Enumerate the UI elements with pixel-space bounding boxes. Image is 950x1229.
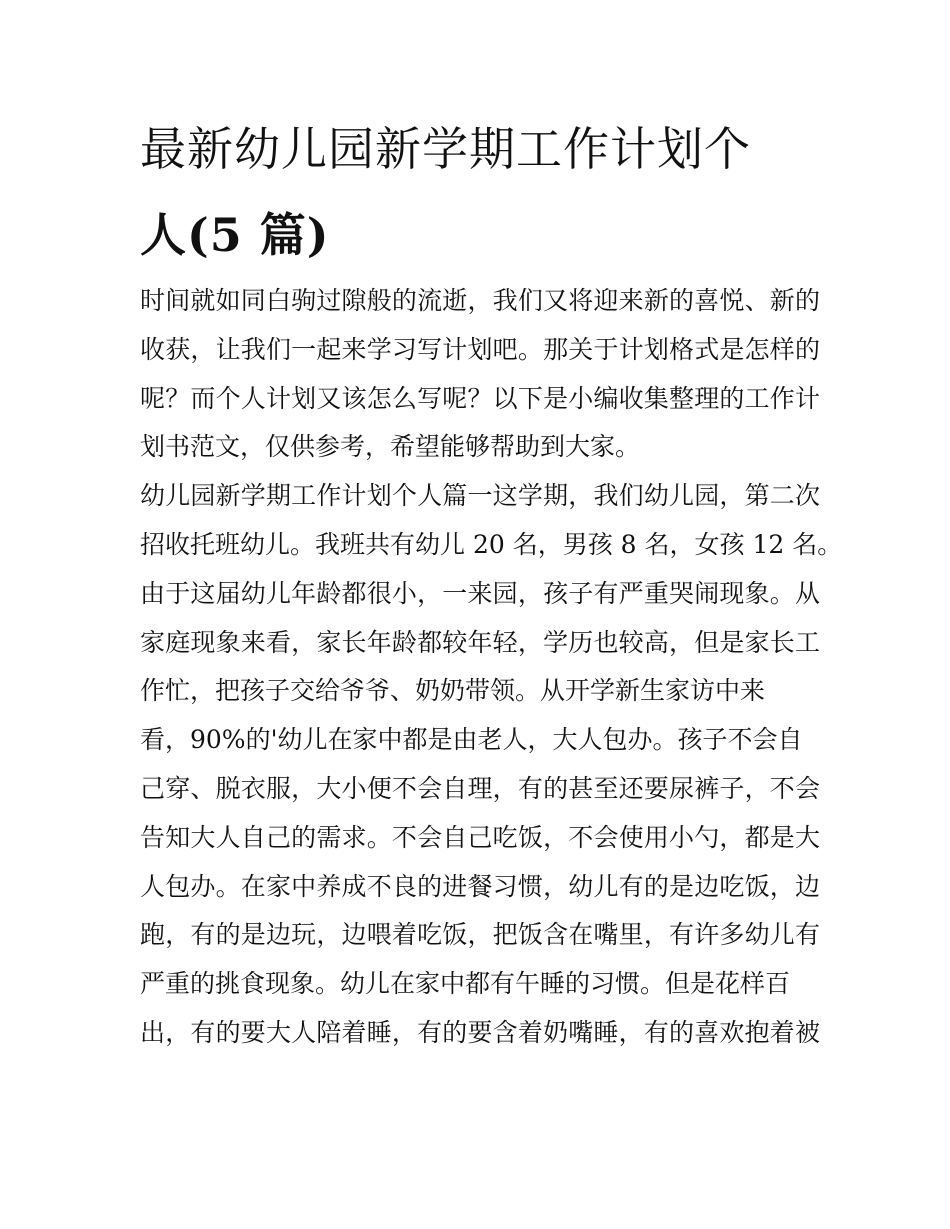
text-line: 收获，让我们一起来学习写计划吧。那关于计划格式是怎样的 <box>140 334 820 364</box>
text-line: 家庭现象来看，家长年龄都较年轻，学历也较高，但是家长工 <box>140 627 820 657</box>
document-body <box>140 277 843 1058</box>
text-line: 作忙，把孩子交给爷爷、奶奶带领。从开学新生家访中来 <box>140 676 766 706</box>
text-line: 招收托班幼儿。我班共有幼儿 20 名，男孩 8 名，女孩 12 名。 <box>140 529 843 559</box>
document-title <box>140 106 820 278</box>
text-line: 严重的挑食现象。幼儿在家中都有午睡的习惯。但是花样百 <box>140 969 791 999</box>
text-line: 人包办。在家中养成不良的进餐习惯，幼儿有的是边吃饭，边 <box>140 871 820 901</box>
text-line: 时间就如同白驹过隙般的流逝，我们又将迎来新的喜悦、新的 <box>140 286 820 315</box>
text-line: 划书范文，仅供参考，希望能够帮助到大家。 <box>140 432 641 462</box>
text-line: 呢？而个人计划又该怎么写呢？以下是小编收集整理的工作计 <box>140 383 820 413</box>
intro-paragraph <box>140 277 820 472</box>
text-line: 由于这届幼儿年龄都很小，一来园，孩子有严重哭闹现象。从 <box>140 578 820 608</box>
text-line: 看，90%的'幼儿在家中都是由老人，大人包办。孩子不会自 <box>140 725 803 755</box>
title-line: 人(5 篇) <box>140 208 330 262</box>
text-line: 己穿、脱衣服，大小便不会自理，有的甚至还要尿裤子，不会 <box>140 773 820 803</box>
section-paragraph <box>140 472 843 1058</box>
text-line: 出，有的要大人陪着睡，有的要含着奶嘴睡，有的喜欢抱着被 <box>140 1017 820 1047</box>
text-line: 幼儿园新学期工作计划个人篇一这学期，我们幼儿园，第二次 <box>140 481 820 511</box>
text-line: 告知大人自己的需求。不会自己吃饭，不会使用小勺，都是大 <box>140 822 820 852</box>
title-line: 最新幼儿园新学期工作计划个 <box>140 122 751 176</box>
text-line: 跑，有的是边玩，边喂着吃饭，把饭含在嘴里，有许多幼儿有 <box>140 920 820 950</box>
